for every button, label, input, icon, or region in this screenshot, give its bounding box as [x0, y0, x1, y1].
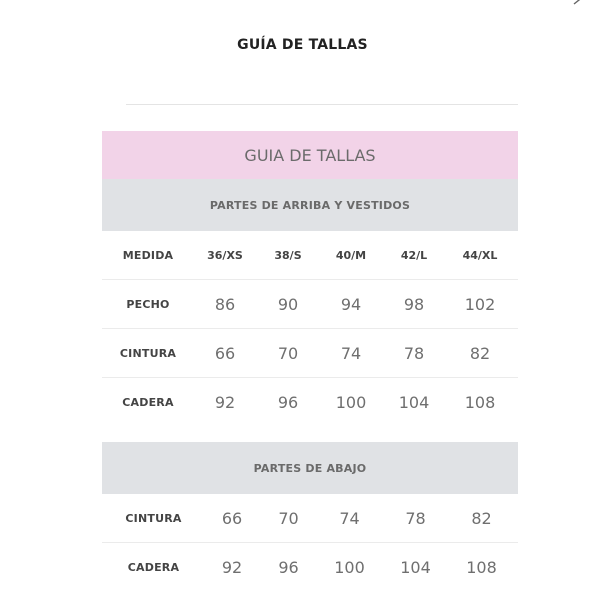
chevron-right-icon[interactable] [571, 0, 583, 6]
table-cell: 78 [403, 343, 425, 363]
table-cell: 98 [403, 294, 425, 314]
table-cell: 104 [400, 557, 431, 577]
table-row [102, 329, 518, 378]
divider [126, 104, 518, 105]
table-cell: 70 [278, 508, 299, 528]
table-cell: 82 [471, 508, 492, 528]
table-cell: 66 [221, 508, 243, 528]
table-cell: 108 [466, 557, 497, 577]
chevron-right-icon-svg [571, 0, 583, 6]
table-header-row [102, 231, 518, 280]
table-cell: 94 [340, 294, 362, 314]
column-header: 42/L [400, 248, 428, 262]
column-header: 38/S [274, 248, 302, 262]
table-cell: 82 [469, 343, 491, 363]
table-cell: 96 [278, 557, 299, 577]
section-gap [102, 426, 518, 442]
table-cell: 92 [221, 557, 243, 577]
table-row [102, 378, 518, 426]
row-label: CADERA [127, 560, 180, 574]
table-title: GUIA DE TALLAS [102, 131, 518, 179]
table-cell: 74 [340, 343, 362, 363]
modal-title: GUÍA DE TALLAS [237, 37, 368, 53]
table-cell: 66 [214, 343, 236, 363]
section-heading-top: PARTES DE ARRIBA Y VESTIDOS [102, 179, 518, 231]
row-label: CINTURA [125, 511, 182, 525]
table-cell: 70 [277, 343, 299, 363]
table-cell: 86 [214, 294, 236, 314]
table-cell: 90 [277, 294, 299, 314]
table-cell: 100 [334, 557, 365, 577]
section-heading-bottom: PARTES DE ABAJO [102, 442, 518, 494]
table-cell: 96 [277, 392, 299, 412]
table-row [102, 280, 518, 329]
column-header: 44/XL [462, 248, 498, 262]
bottom-rows [102, 494, 518, 591]
size-guide-table [102, 131, 518, 591]
row-label: CADERA [122, 395, 174, 409]
row-label: CINTURA [119, 346, 177, 360]
table-cell: 102 [464, 294, 496, 314]
table-cell: 78 [405, 508, 426, 528]
table-cell: 104 [398, 392, 430, 412]
column-header: 40/M [335, 248, 367, 262]
table-cell: 92 [214, 392, 236, 412]
column-header: 36/XS [207, 248, 243, 262]
column-header: MEDIDA [122, 248, 174, 262]
table-cell: 108 [464, 392, 496, 412]
row-label: PECHO [126, 297, 170, 311]
table-cell: 100 [335, 392, 367, 412]
table-row [102, 543, 518, 591]
table-row [102, 494, 518, 543]
table-cell: 74 [339, 508, 360, 528]
